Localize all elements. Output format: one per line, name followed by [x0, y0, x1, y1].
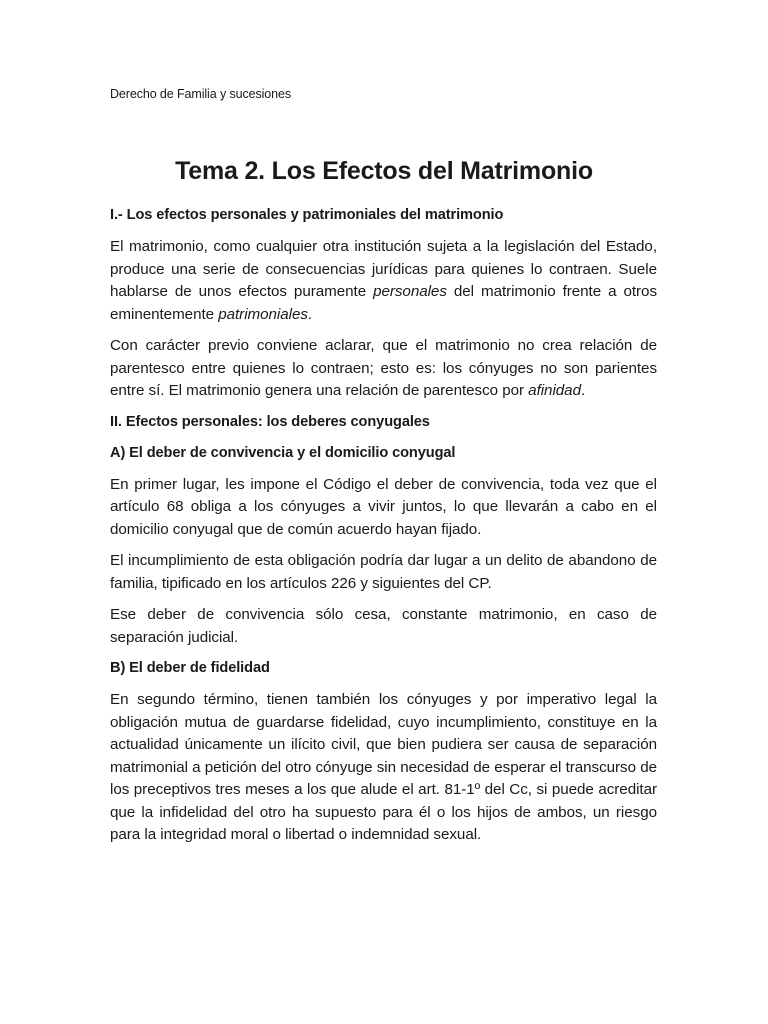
italic-term: afinidad: [528, 382, 581, 399]
paragraph: En segundo término, tienen también los cónyuges y por imperativo legal la obligación mutua de guardarse fidelidad, cuyo incumplimiento, constituye en la actualidad únicamente un ilícito civil, que bien pudiera ser causa de separación matrimonial a petición del otro cónyuge sin necesidad de esperar el transcurso de los preceptivos tres meses a los que alude el art. 81-1º del Cc, si puede acreditar que la infidelidad del otro ha supuesto para él o los hijos de ambos, un riesgo para la integridad moral o libertad o indemnidad sexual.: [110, 691, 657, 843]
running-header: Derecho de Familia y sucesiones: [110, 87, 292, 101]
paragraph: El matrimonio, como cualquier otra institución sujeta a la legislación del Estado, produce una serie de consecuencias jurídicas para quienes lo contraen. Suele hablarse de unos efectos puramente personales del matrimonio frente a otros eminentemente patrimoniales.: [110, 238, 657, 323]
paragraph: Con carácter previo conviene aclarar, que el matrimonio no crea relación de parentesco entre quienes lo contraen; esto es: los cónyuges no son parientes entre sí. El matrimonio genera una relación de parentesco por afinidad.: [110, 337, 657, 399]
italic-term: personales: [373, 283, 447, 300]
paragraph: En primer lugar, les impone el Código el deber de convivencia, toda vez que el artículo 68 obliga a los cónyuges a vivir juntos, lo que llevarán a cabo en el domicilio conyugal que de común acuerdo hayan fijado.: [110, 475, 657, 538]
section-heading-deberes-conyugales: II. Efectos personales: los deberes conyugales: [110, 413, 430, 430]
document-title: Tema 2. Los Efectos del Matrimonio: [175, 157, 593, 185]
section-heading-deber-fidelidad: B) El deber de fidelidad: [110, 660, 270, 676]
section-heading-efectos-personales-patrimoniales: I.- Los efectos personales y patrimoniales del matrimonio: [110, 207, 504, 223]
paragraph: Ese deber de convivencia sólo cesa, constante matrimonio, en caso de separación judicial.: [110, 606, 657, 646]
document-body: [110, 205, 657, 856]
paragraph: El incumplimiento de esta obligación podría dar lugar a un delito de abandono de familia, tipificado en los artículos 226 y siguientes del CP.: [110, 552, 657, 592]
italic-term: patrimoniales: [218, 305, 308, 323]
section-heading-deber-convivencia: A) El deber de convivencia y el domicilio conyugal: [110, 444, 456, 461]
